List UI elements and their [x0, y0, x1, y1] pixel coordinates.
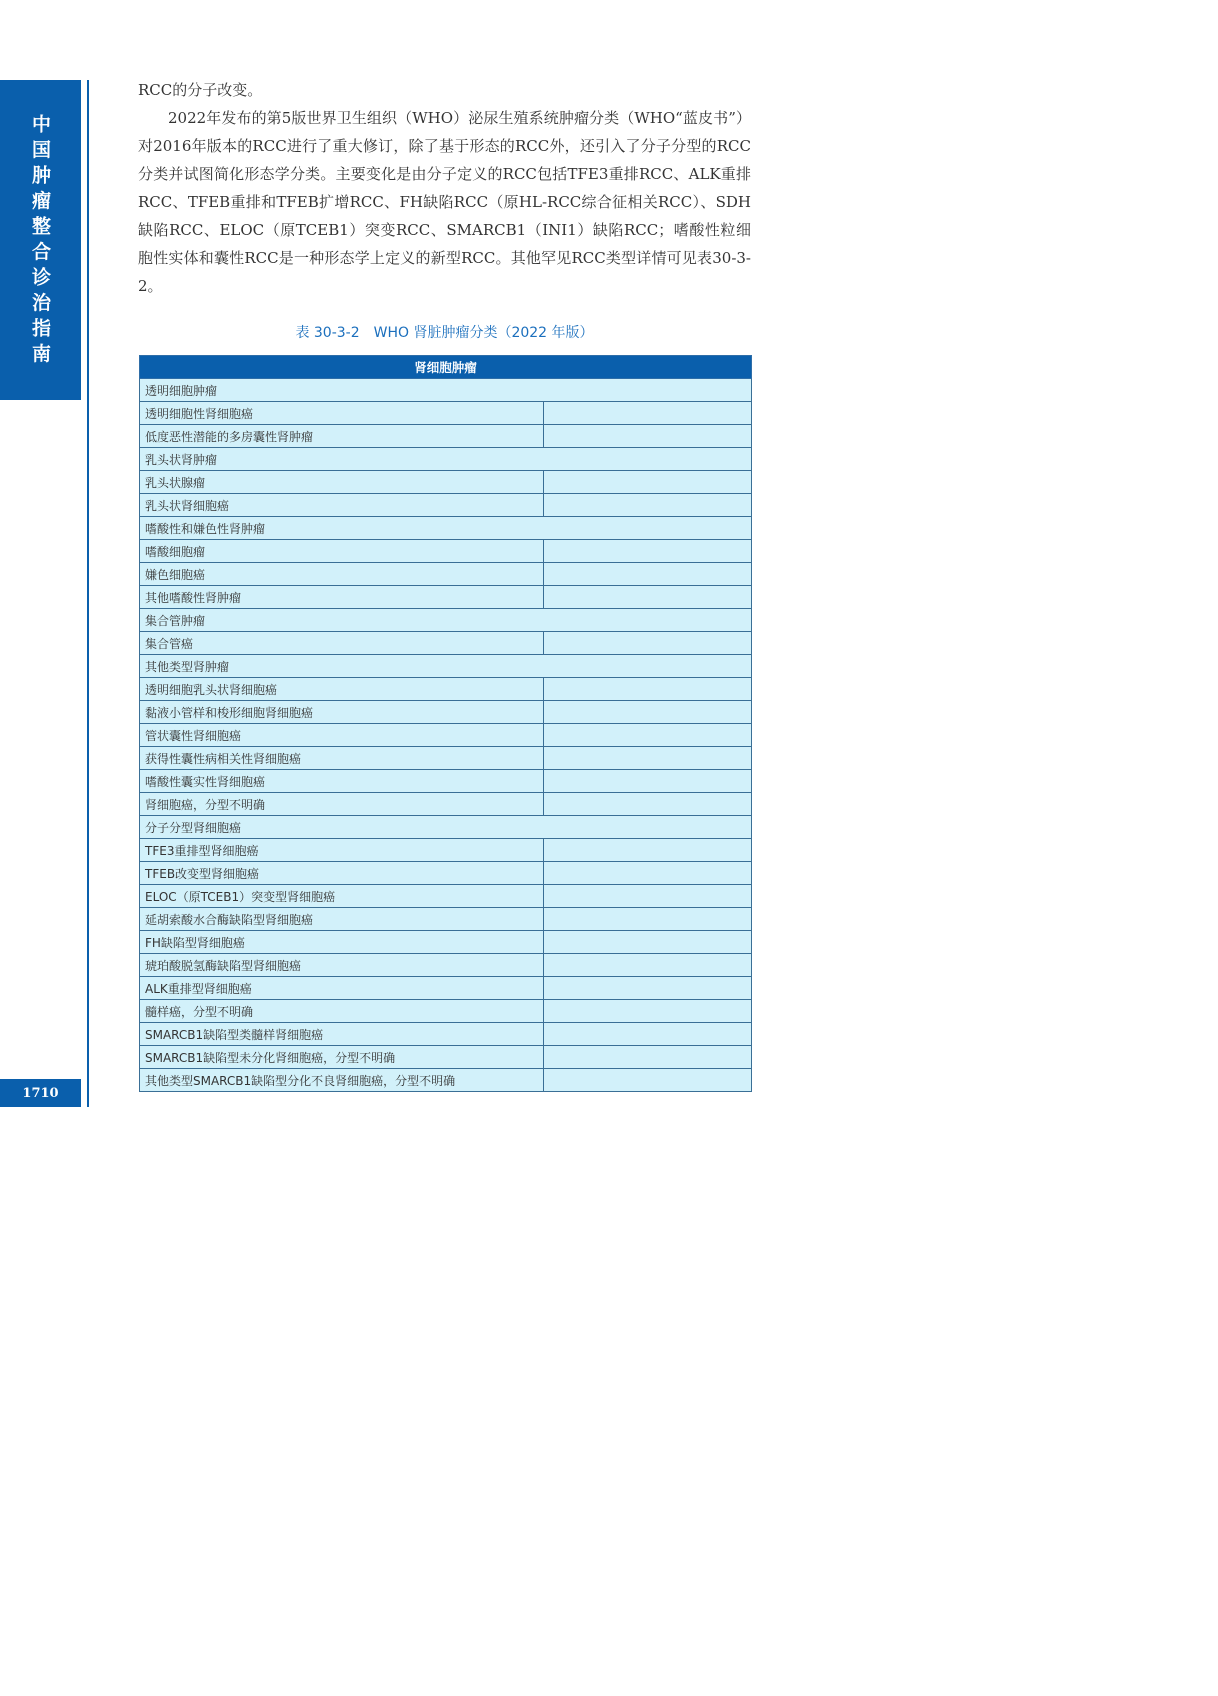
body-paragraph: 2022年发布的第5版世界卫生组织（WHO）泌尿生殖系统肿瘤分类（WHO“蓝皮书”）对2016年版本的RCC进行了重大修订，除了基于形态的RCC外，还引入了分子分型的RCC分类并试图简化形态学分类。主要变化是由分子定义的RCC包括TFE3重排RCC、ALK重排RCC、TFEB重排和TFEB扩增RCC、FH缺陷RCC（原HL-RCC综合征相关RCC）、SDH缺陷RCC、ELOC（原TCEB1）突变RCC、SMARCB1（INI1）缺陷RCC；嗜酸性粒细胞性实体和囊性RCC是一种形态学上定义的新型RCC。其他罕见RCC类型详情可见表30-3-2。: [138, 109, 751, 295]
table-row: [140, 1069, 752, 1092]
table-cell-label: 嗜酸细胞瘤: [140, 540, 544, 563]
table-cell-value: [544, 1023, 752, 1046]
table-cell-label: ELOC（原TCEB1）突变型肾细胞癌: [140, 885, 544, 908]
table-row: [140, 977, 752, 1000]
table-category-row: [140, 379, 752, 402]
table-category-row: [140, 816, 752, 839]
table-row: [140, 563, 752, 586]
table-cell-value: [544, 632, 752, 655]
table-row: [140, 1023, 752, 1046]
table-cell-label: 髓样癌，分型不明确: [140, 1000, 544, 1023]
table-row: [140, 862, 752, 885]
table-cell-label: 嫌色细胞癌: [140, 563, 544, 586]
table-category-cell: 其他类型肾肿瘤: [140, 655, 752, 678]
table-row: [140, 954, 752, 977]
table-cell-label: 低度恶性潜能的多房囊性肾肿瘤: [140, 425, 544, 448]
table-cell-label: 其他嗜酸性肾肿瘤: [140, 586, 544, 609]
table-cell-label: FH缺陷型肾细胞癌: [140, 931, 544, 954]
table-row: [140, 724, 752, 747]
table-cell-value: [544, 1000, 752, 1023]
table-row: [140, 908, 752, 931]
table-cell-value: [544, 1046, 752, 1069]
table-cell-label: SMARCB1缺陷型类髓样肾细胞癌: [140, 1023, 544, 1046]
table-row: [140, 632, 752, 655]
table-cell-value: [544, 563, 752, 586]
table-cell-label: 其他类型SMARCB1缺陷型分化不良肾细胞癌，分型不明确: [140, 1069, 544, 1092]
table-category-cell: 透明细胞肿瘤: [140, 379, 752, 402]
table-category-cell: 嗜酸性和嫌色性肾肿瘤: [140, 517, 752, 540]
table-cell-value: [544, 701, 752, 724]
table-cell-label: 延胡索酸水合酶缺陷型肾细胞癌: [140, 908, 544, 931]
table-cell-label: 获得性囊性病相关性肾细胞癌: [140, 747, 544, 770]
table-cell-value: [544, 885, 752, 908]
table-cell-label: ALK重排型肾细胞癌: [140, 977, 544, 1000]
table-cell-value: [544, 540, 752, 563]
table-category-row: [140, 517, 752, 540]
margin-rule: [87, 80, 89, 1107]
table-category-cell: 分子分型肾细胞癌: [140, 816, 752, 839]
table-row: [140, 402, 752, 425]
table-row: [140, 701, 752, 724]
table-cell-label: 乳头状肾细胞癌: [140, 494, 544, 517]
table-cell-value: [544, 747, 752, 770]
table-cell-label: TFEB改变型肾细胞癌: [140, 862, 544, 885]
table-header: 肾细胞肿瘤: [140, 356, 752, 379]
table-cell-label: TFE3重排型肾细胞癌: [140, 839, 544, 862]
table-header-row: [140, 356, 752, 379]
side-tab: [0, 80, 81, 400]
side-tab-title: 中国肿瘤整合诊治指南: [29, 114, 51, 369]
table-row: [140, 678, 752, 701]
table-row: [140, 931, 752, 954]
body-paragraph: RCC的分子改变。: [138, 81, 263, 99]
table-cell-label: SMARCB1缺陷型未分化肾细胞癌，分型不明确: [140, 1046, 544, 1069]
table-body: [140, 379, 752, 1092]
table-cell-value: [544, 839, 752, 862]
table-cell-label: 黏液小管样和梭形细胞肾细胞癌: [140, 701, 544, 724]
table-category-row: [140, 609, 752, 632]
table-row: [140, 839, 752, 862]
table-cell-label: 集合管癌: [140, 632, 544, 655]
table-cell-value: [544, 471, 752, 494]
table-cell-value: [544, 425, 752, 448]
table-cell-value: [544, 402, 752, 425]
table-cell-value: [544, 494, 752, 517]
table-cell-value: [544, 862, 752, 885]
table-cell-label: 琥珀酸脱氢酶缺陷型肾细胞癌: [140, 954, 544, 977]
table-cell-value: [544, 793, 752, 816]
table-caption: 表 30-3-2 WHO 肾脏肿瘤分类（2022 年版）: [295, 325, 594, 341]
table-row: [140, 1046, 752, 1069]
table-category-row: [140, 448, 752, 471]
table-cell-value: [544, 908, 752, 931]
table-cell-value: [544, 977, 752, 1000]
table-row: [140, 471, 752, 494]
table-row: [140, 793, 752, 816]
table-cell-label: 管状囊性肾细胞癌: [140, 724, 544, 747]
table-category-cell: 乳头状肾肿瘤: [140, 448, 752, 471]
table-cell-value: [544, 678, 752, 701]
table-cell-label: 乳头状腺瘤: [140, 471, 544, 494]
table-row: [140, 540, 752, 563]
table-cell-value: [544, 586, 752, 609]
table-row: [140, 425, 752, 448]
table-cell-value: [544, 724, 752, 747]
table-row: [140, 885, 752, 908]
table-cell-value: [544, 954, 752, 977]
table-cell-value: [544, 931, 752, 954]
table-category-cell: 集合管肿瘤: [140, 609, 752, 632]
table-cell-value: [544, 1069, 752, 1092]
table-cell-value: [544, 770, 752, 793]
classification-table: [139, 355, 752, 1092]
table-row: [140, 586, 752, 609]
table-cell-label: 透明细胞乳头状肾细胞癌: [140, 678, 544, 701]
table-category-row: [140, 655, 752, 678]
table-cell-label: 肾细胞癌，分型不明确: [140, 793, 544, 816]
table-cell-label: 嗜酸性囊实性肾细胞癌: [140, 770, 544, 793]
body-text: [138, 76, 751, 300]
table-row: [140, 770, 752, 793]
table-cell-label: 透明细胞性肾细胞癌: [140, 402, 544, 425]
table-row: [140, 747, 752, 770]
table-row: [140, 1000, 752, 1023]
page-number: 1710: [0, 1079, 81, 1107]
table-row: [140, 494, 752, 517]
